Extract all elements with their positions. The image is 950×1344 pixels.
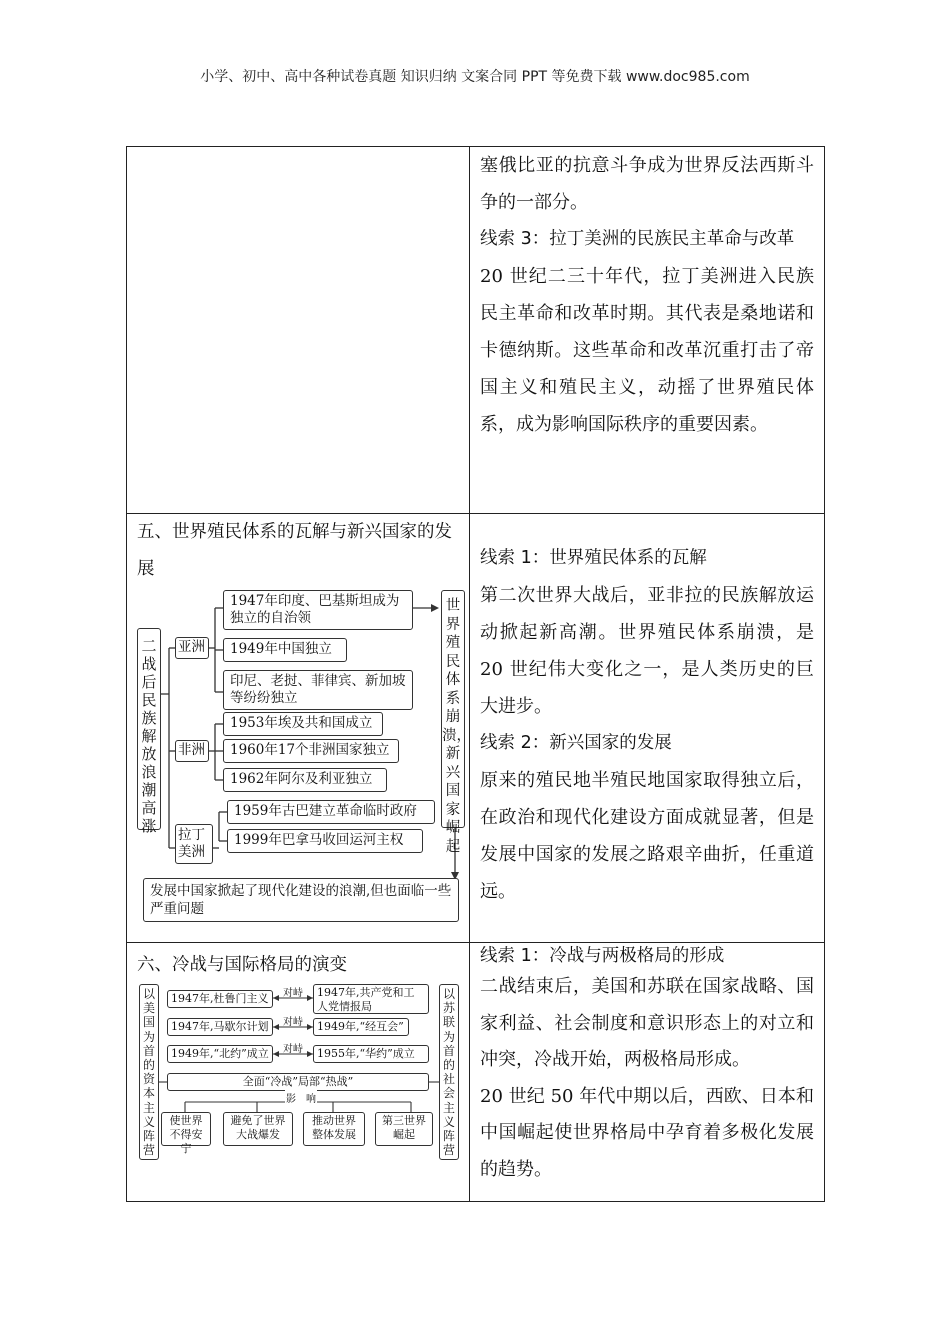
event-box: 1955年,“华约”成立: [313, 1045, 429, 1063]
right-camp-box: 以苏联为首的社会主义阵营: [439, 984, 459, 1160]
clue-heading: 线索 2：新兴国家的发展: [480, 733, 672, 753]
event-box: 1949年中国独立: [223, 638, 347, 662]
paragraph: 二战结束后，美国和苏联在国家战略、国家利益、社会制度和意识形态上的对立和冲突，冷战开始，两极格局形成。: [480, 976, 814, 1070]
effect-box: 第三世界崛起: [375, 1112, 433, 1146]
left-cell-cold-war: [127, 943, 470, 1202]
right-cell: [470, 943, 825, 1202]
region-box-latin-america: 拉丁美洲: [175, 824, 213, 864]
right-cell: [470, 514, 825, 943]
cold-war-diagram: [127, 984, 469, 1164]
confront-label: 对峙: [283, 988, 303, 999]
event-box: 1999年巴拿马收回运河主权: [227, 829, 423, 853]
event-box: 1947年印度、巴基斯坦成为独立的自治领: [223, 590, 413, 630]
event-box: 1959年古巴建立革命临时政府: [227, 800, 435, 824]
effect-box: 避免了世界大战爆发: [223, 1112, 293, 1146]
event-box: 1962年阿尔及利亚独立: [223, 768, 387, 792]
event-box: 1947年,共产党和工人党情报局: [313, 984, 429, 1014]
region-box-asia: 亚洲: [175, 637, 209, 659]
paragraph: 原来的殖民地半殖民地国家取得独立后，在政治和现代化建设方面成就显著，但是发展中国家的发展之路艰辛曲折，任重道远。: [480, 770, 814, 902]
event-box: 1953年埃及共和国成立: [223, 712, 383, 736]
clue-heading: 线索 1：世界殖民体系的瓦解: [480, 548, 707, 568]
paragraph: 20 世纪二三十年代，拉丁美洲进入民族民主革命和改革时期。其代表是桑地诺和卡德纳斯。这些革命和改革沉重打击了帝国主义和殖民主义，动摇了世界殖民体系，成为影响国际秩序的重要因素。: [480, 266, 814, 435]
result-box: 世界殖民体系崩溃，新兴国家崛起: [441, 590, 465, 828]
event-box: 1949年,“北约”成立: [167, 1045, 273, 1063]
page-header-banner: 小学、初中、高中各种试卷真题 知识归纳 文案合同 PPT 等免费下载 www.doc985.com: [200, 69, 750, 85]
effect-box: 使世界不得安宁: [161, 1112, 211, 1146]
paragraph: 20 世纪 50 年代中期以后，西欧、日本和中国崛起使世界格局中孕育着多极化发展的趋势。: [480, 1085, 814, 1180]
conclusion-box: 发展中国家掀起了现代化建设的浪潮,但也面临一些严重问题: [143, 878, 459, 922]
section-title: 五、世界殖民体系的瓦解与新兴国家的发展: [137, 522, 452, 579]
overall-box: 全面“冷战”局部“热战”: [167, 1073, 429, 1091]
colonial-diagram: [127, 588, 469, 940]
event-box: 1947年,马歇尔计划: [167, 1018, 273, 1036]
left-camp-box: 以美国为首的资本主义阵营: [139, 984, 159, 1160]
right-cell: [470, 147, 825, 514]
event-box: 1960年17个非洲国家独立: [223, 739, 399, 763]
influence-label: 影 响: [285, 1090, 317, 1105]
table-row: [127, 147, 825, 514]
event-box: 1947年,杜鲁门主义: [167, 990, 273, 1008]
confront-label: 对峙: [283, 1017, 303, 1028]
root-box: 二战后民族解放浪潮高涨: [137, 628, 161, 830]
left-cell-colonial: [127, 514, 470, 943]
clue-heading: 线索 3：拉丁美洲的民族民主革命与改革: [480, 229, 795, 249]
summary-table: [126, 146, 825, 1202]
paragraph: 第二次世界大战后，亚非拉的民族解放运动掀起新高潮。世界殖民体系崩溃，是 20 世纪伟大变化之一，是人类历史的巨大进步。: [480, 585, 814, 717]
confront-label: 对峙: [283, 1044, 303, 1055]
paragraph: 塞俄比亚的抗意斗争成为世界反法西斯斗争的一部分。: [480, 155, 814, 213]
empty-left-cell: [127, 147, 470, 514]
region-box-africa: 非洲: [175, 740, 209, 762]
table-row: [127, 943, 825, 1202]
event-box: 1949年,“经互会”: [313, 1018, 409, 1036]
table-row: [127, 514, 825, 943]
event-box: 印尼、老挝、菲律宾、新加坡等纷纷独立: [223, 670, 413, 710]
clue-heading: 线索 1：冷战与两极格局的形成: [480, 946, 725, 966]
effect-box: 推动世界整体发展: [303, 1112, 365, 1146]
section-title: 六、冷战与国际格局的演变: [137, 955, 347, 975]
